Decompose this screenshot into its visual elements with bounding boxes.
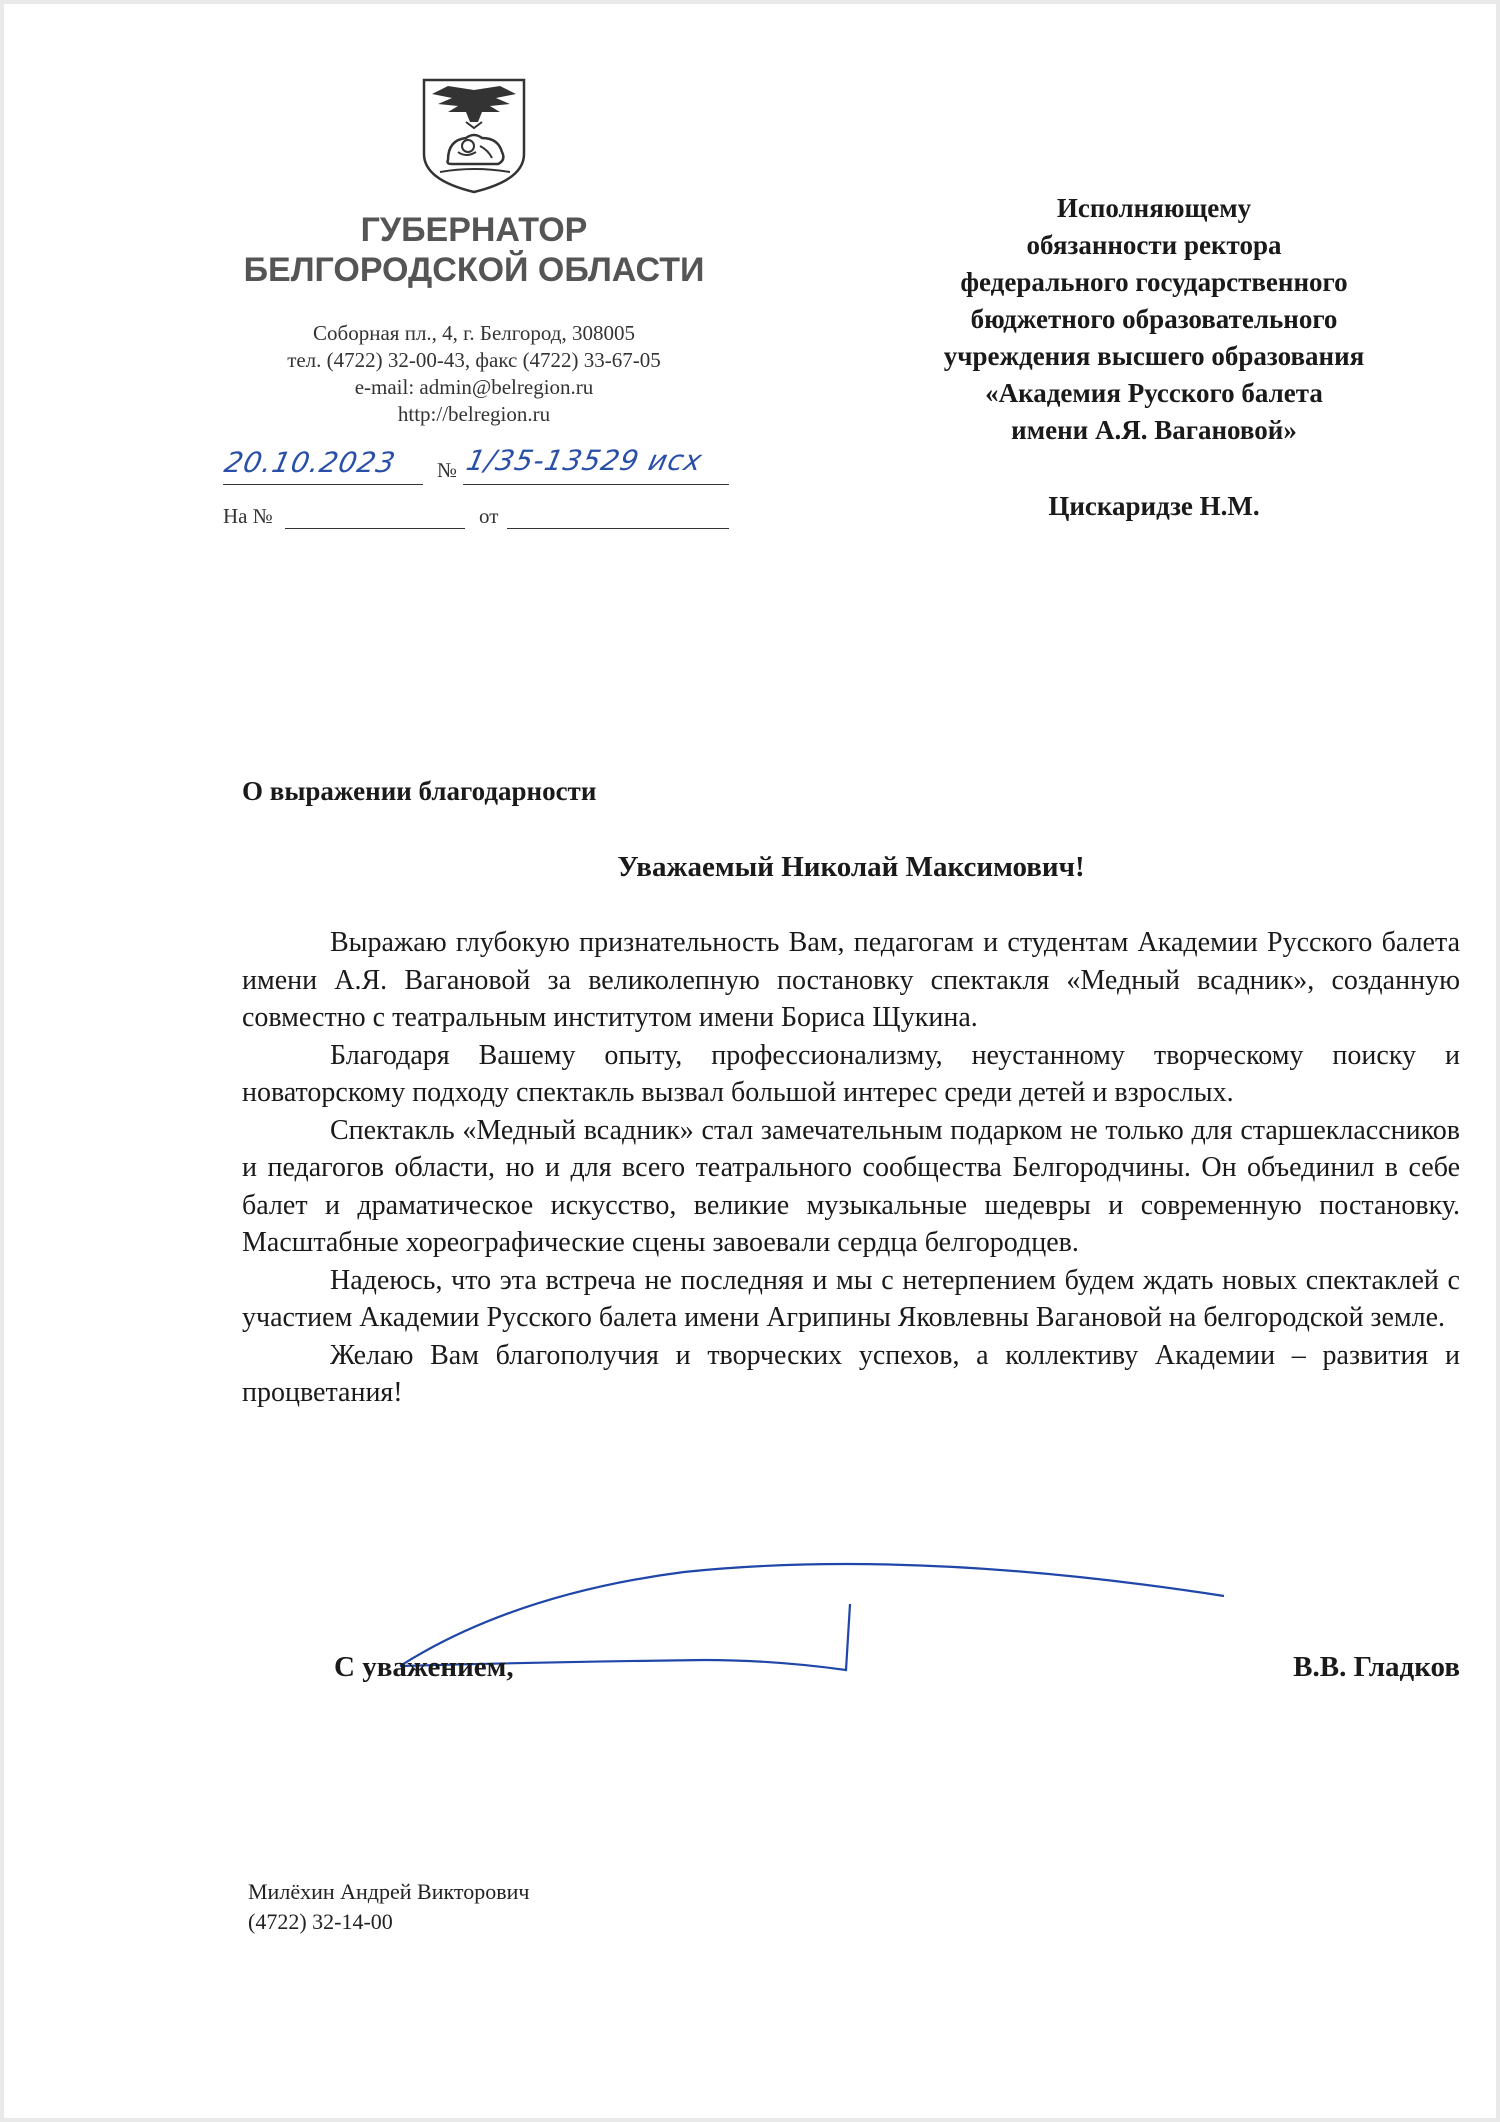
addressee-line: Исполняющему <box>1056 193 1252 223</box>
addressee-line: бюджетного образовательного <box>970 304 1338 334</box>
registration-number-sign: № <box>437 458 458 482</box>
addressee-line: федерального государственного <box>960 267 1348 297</box>
registration-number: 1/35-13529 исх <box>463 444 706 477</box>
body-paragraph: Желаю Вам благополучия и творческих успехов, а коллективу Академии – развития и процветания! <box>242 1339 1460 1408</box>
addressee-line: «Академия Русского балета <box>985 378 1323 408</box>
executor-name: Милёхин Андрей Викторович <box>248 1879 530 1904</box>
letterhead-email: e-mail: admin@belregion.ru <box>354 375 594 399</box>
body-paragraph: Благодаря Вашему опыту, профессионализму, неустанному творческому поиску и новаторскому подходу спектакль вызвал большой интерес среди детей и взрослых. <box>242 1039 1460 1108</box>
letterhead-title-line1: ГУБЕРНАТОР <box>360 211 588 249</box>
addressee-block <box>844 190 1464 449</box>
addressee-name: Цискаридзе Н.М. <box>1048 491 1260 521</box>
body-paragraph: Выражаю глубокую признательность Вам, педагогам и студентам Академии Русского балета имени А.Я. Вагановой за великолепную постановку спектакля «Медный всадник», созданную совместно с театральным институтом имени Бориса Щукина. <box>242 927 1460 1033</box>
letterhead-title-line2: БЕЛГОРОДСКОЙ ОБЛАСТИ <box>243 251 705 289</box>
addressee-line: обязанности ректора <box>1026 230 1282 260</box>
body-paragraph: Спектакль «Медный всадник» стал замечательным подарком не только для старшеклассников и педагогов области, но и для всего театрального сообщества Белгородчины. Он объединил в себе балет и драматическое искусство, великие музыкальные шедевры и современную постановку. Масштабные хореографические сцены завоевали сердца белгородцев. <box>242 1114 1460 1258</box>
addressee-line: имени А.Я. Вагановой» <box>1011 415 1297 445</box>
letterhead-phone: тел. (4722) 32-00-43, факс (4722) 33-67-05 <box>287 348 661 372</box>
letter-subject: О выражении благодарности <box>242 776 597 806</box>
letterhead-site: http://belregion.ru <box>397 402 551 426</box>
registration-line <box>221 444 729 488</box>
signer-name: В.В. Гладков <box>1293 1651 1460 1683</box>
executor-block <box>248 1877 529 1937</box>
letterhead-title <box>174 210 774 290</box>
letter-page <box>4 4 1496 2118</box>
executor-phone: (4722) 32-14-00 <box>248 1909 393 1934</box>
reference-line <box>223 504 729 534</box>
letterhead-contacts <box>174 320 774 428</box>
from-label: от <box>479 504 499 528</box>
letter-body <box>242 924 1460 1412</box>
coat-of-arms-icon <box>418 76 530 196</box>
letter-salutation: Уважаемый Николай Максимович! <box>617 851 1085 883</box>
reference-label: На № <box>223 504 273 528</box>
addressee-line: учреждения высшего образования <box>943 341 1365 371</box>
closing-phrase: С уважением, <box>334 1651 514 1683</box>
body-paragraph: Надеюсь, что эта встреча не последняя и мы с нетерпением будем ждать новых спектаклей с участием Академии Русского балета имени Агрипины Яковлевны Вагановой на белгородской земле. <box>242 1264 1460 1333</box>
letterhead-address: Соборная пл., 4, г. Белгород, 308005 <box>313 321 635 345</box>
registration-date: 20.10.2023 <box>221 446 399 479</box>
